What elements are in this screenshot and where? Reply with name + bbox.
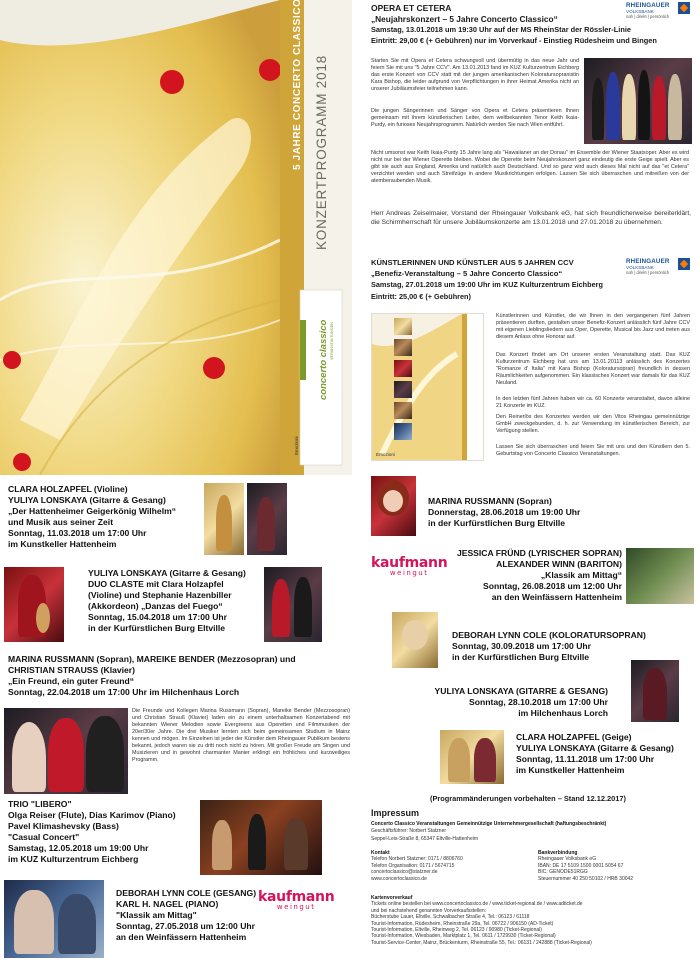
bank-line: IBAN: DE 17 5109 1500 0001 5054 67 — [538, 862, 624, 869]
event-line: "Klassik am Mittag" — [116, 910, 197, 920]
presale-line: Tourist-Service-Center, Mainz, Brückenturm, Rheinstraße 55, Tel.: 06131 / 242888 (Ticket-Regional) — [371, 939, 592, 946]
event-line: und Musik aus seiner Zeit — [8, 517, 114, 527]
event-left-2 — [88, 568, 278, 634]
event-line: Olga Reiser (Flute), Dias Karimov (Piano) — [8, 810, 176, 820]
bank-line: BIC: GENODE51RGG — [538, 869, 588, 876]
event-line: im KUZ Kulturzentrum Eichberg — [8, 854, 139, 864]
event-line: Sonntag, 27.05.2018 um 12:00 Uhr — [116, 921, 255, 931]
benefit-p2: Das Konzert findet am Ort unserer ersten Veranstaltung statt. Das KUZ Kulturzentrum Eichberg hat uns am 13.01.20113 anlässlich des Konzertes "Romanze d' Italia" mit Kara Bishop (Koloratursopran) freundlich in dessen Räumlichkeiten aufgenommen. Ein klassisches Konzert war damals für das KUZ Neuland. — [496, 352, 690, 386]
cover-program-vertical: KONZERTPROGRAMM 2018 — [314, 54, 329, 250]
presale-line: und bei nachstehend genannten Vorverkaufsstellen: — [371, 907, 487, 914]
event-right-2 — [440, 548, 622, 603]
cover-red-dot — [160, 70, 184, 94]
event-line: in der Kurfürstlichen Burg Eltville — [428, 518, 566, 528]
event-line: TRIO "LIBERO" — [8, 799, 72, 809]
event-line: YULIYA LONSKAYA (GITARRE & GESANG) — [434, 686, 608, 696]
event-line: JESSICA FRÜND (LYRISCHER SOPRAN) — [456, 548, 622, 558]
bank-block — [538, 850, 696, 882]
benefit-subtitle: „Benefiz-Veranstaltung – 5 Jahre Concerto Classico“ — [371, 269, 563, 278]
impressum-heading: Impressum — [371, 808, 420, 818]
contact-line: Telefon Organisation: 0171 / 5674715 — [371, 862, 455, 869]
opera-heading: OPERA ET CETERA — [371, 3, 452, 13]
presale-line: Tourist-Information, Wiesbaden, Marktplatz 1, Tel. 0611 / 1729930 (Ticket-Regional) — [371, 933, 556, 940]
opera-price: Eintritt: 29,00 € (+ Gebühren) nur im Vorverkauf - Einstieg Rüdesheim und Bingen — [371, 36, 657, 45]
bank-logo-2 — [626, 258, 690, 280]
opera-patron: Herr Andreas Zeiselmaier, Vorstand der Rheingauer Volksbank eG, hat sich freundlicherweise bereiterklärt, die Schirmherrschaft für unsere Jubiläumskonzerte am 13.01.2018 und 27.01.2018 zu übernehmen. — [371, 210, 691, 227]
event-left-5 — [116, 888, 276, 943]
event-line: MARINA RUSSMANN (Sopran) — [428, 496, 552, 506]
event-right-1 — [428, 496, 618, 529]
marina-russmann-photo — [371, 476, 416, 536]
event-line: in der Kurfürstlichen Burg Eltville — [88, 623, 226, 633]
cover-brand-sub: VERANSTALTUNGEN — [330, 321, 334, 360]
benefit-p3: In den letzten fünf Jahren haben wir ca. 60 Konzerte veranstaltet, davon alleine 21 Konzerte im KUZ. — [496, 396, 690, 409]
event-line: Sonntag, 30.09.2018 um 17:00 Uhr — [452, 641, 591, 651]
event-line: MARINA RUSSMANN (Sopran), MAREIKE BENDER (Mezzosopran) und — [8, 654, 296, 664]
bank-line: Steuernummer 40 250 50102 / HRB 30042 — [538, 875, 634, 882]
bank-logo-line1: RHEINGAUER — [626, 2, 670, 9]
event-line: CLARA HOLZAPFEL (Violine) — [8, 484, 128, 494]
bank-logo-line3: nah | direkt | persönlich — [626, 270, 670, 275]
bank-logo-line2: VOLKSBANK — [626, 9, 654, 14]
event-line: Sonntag, 28.10.2018 um 17:00 Uhr — [469, 697, 608, 707]
event-left-3-body: Die Freunde und Kollegen Marina Russmann (Sopran), Mareike Bender (Mezzosopran) und Christian Strauß (Klavier) laden ein zu einem unterhaltsamen Konzertabend mit bekannten Wiener Melodien sowie Evergreens aus Operetten und Filmmusiken der 20er/30er Jahre. Die drei Musiker lernten sich beim gemeinsamen Studium in Mainz kennen und mögen. Im Einzelnen ist jeder der Künstler dem Rheingauer Publikum bestens bekannt, jedoch waren sie zu dritt noch nicht zu hören. Mit großer Freude am Singen und Musizieren und in gewohnt charmanter Manier erklingt ein fröhliches und kurzweiliges Programm. — [132, 708, 350, 763]
yuliya-guitar-photo — [4, 567, 64, 642]
event-line: (Violine) und Stephanie Hazenbiller — [88, 590, 232, 600]
presale-block — [371, 895, 696, 946]
cover-red-dot — [3, 351, 21, 369]
cover-brand: concerto classico — [318, 319, 329, 400]
event-line: im Kunstkeller Hattenheim — [8, 539, 117, 549]
presale-line: Tickets online bestellen bei www.concertoclassico.de / www.ticket-regional.de / www.adticket.de — [371, 901, 583, 908]
weinfaesser-photo — [626, 548, 694, 604]
event-line: „Der Hattenheimer Geigerkönig Wilhelm“ — [8, 506, 177, 516]
presale-line: Tourist-Information, Eltville, Rheinweg 2, Tel. 06123 / 90980 (Ticket-Regional) — [371, 927, 542, 934]
duo-claste-photo — [264, 567, 322, 642]
event-line: Sonntag, 22.04.2018 um 17:00 Uhr im Hilchenhaus Lorch — [8, 687, 240, 697]
presale-heading: Kartenvorverkauf — [371, 895, 413, 901]
contact-website[interactable]: www.concertoclassico.de — [371, 875, 427, 882]
event-line: "Casual Concert" — [8, 832, 80, 842]
event-right-5 — [516, 732, 692, 776]
kaufmann-name: kaufmann — [371, 555, 448, 571]
benefit-flyer-image — [371, 313, 484, 461]
bank-logo-mark — [678, 258, 690, 270]
russmann-bender-strauss-photo — [4, 708, 128, 794]
benefit-date: Samstag, 27.01.2018 um 19:00 Uhr im KUZ Kulturzentrum Eichberg — [371, 280, 603, 289]
clara-holzapfel-photo — [204, 483, 244, 555]
cover-image — [0, 0, 352, 475]
flyer-portrait — [394, 402, 412, 419]
event-line: YULIYA LONSKAYA (Gitarre & Gesang) — [8, 495, 166, 505]
event-line: an den Weinfässern Hattenheim — [116, 932, 247, 942]
flyer-portrait — [394, 423, 412, 440]
event-left-4 — [8, 799, 208, 865]
event-line: im Kunstkeller Hattenheim — [516, 765, 625, 775]
event-line: (Akkordeon) „Danzas del Fuego“ — [88, 601, 223, 611]
opera-date: Samstag, 13.01.2018 um 19:30 Uhr auf der MS RheinStar der Rössler-Linie — [371, 25, 632, 34]
presale-line: Tourist-Information, Rüdesheim, Rheinstraße 29a, Tel. 06722 / 906150 (AD-Ticket) — [371, 920, 554, 927]
event-line: im Hilchenhaus Lorch — [518, 708, 608, 718]
event-line: ALEXANDER WINN (BARITON) — [496, 559, 622, 569]
bank-line: Rheingauer Volksbank eG — [538, 856, 597, 863]
event-line: Donnerstag, 28.06.2018 um 19:00 Uhr — [428, 507, 581, 517]
impressum-ceo: Geschäftsführer: Norbert Statzner — [371, 828, 447, 834]
benefit-flyer-art — [372, 314, 484, 461]
event-right-3 — [452, 630, 682, 663]
event-line: YULIYA LONSKAYA (Gitarre & Gesang) — [88, 568, 246, 578]
bank-logo — [626, 2, 690, 24]
opera-subtitle: „Neujahrskonzert – 5 Jahre Concerto Classico“ — [371, 14, 558, 24]
event-line: DEBORAH LYNN COLE (GESANG) — [116, 888, 257, 898]
event-left-3 — [8, 654, 353, 698]
event-line: an den Weinfässern Hattenheim — [491, 592, 622, 602]
benefit-p5: Lassen Sie sich überraschen und feiern Sie mit uns und den Künstlern den 5. Geburtstag von Concerto Classico Veranstaltungen. — [496, 444, 690, 457]
bank-logo-line2: VOLKSBANK — [626, 265, 654, 270]
contact-heading: Kontakt — [371, 850, 390, 856]
event-line: YULIYA LONSKAYA (Gitarre & Gesang) — [516, 743, 674, 753]
benefit-p4: Den Reinerlös des Konzertes werden wir den Vitos Rheingau gemeinnützige GmbH zweckgebunden, d. h. zur Verwendung im künstlerischen Bereich, zur Verfügung stellen. — [496, 414, 690, 434]
event-right-4 — [400, 686, 608, 719]
event-line: Sonntag, 15.04.2018 um 17:00 Uhr — [88, 612, 227, 622]
contact-email[interactable]: concertoclassico@statzner.de — [371, 869, 438, 876]
opera-body-3: Nicht umsonst war Keith Ikaia-Purdy 15 Jahre lang als "Hawaiianer an der Donau" im Ensemble der Wiener Staatsoper. Aber es wird nicht nur bei der Wiener Operette bleiben. Wobei die Operette beim Neujahrskonzert ganz eindeutig die erste Geige spielt. Aber es gibt sie auch aus England, Amerika und natürlich auch Deutschland. Und so ganz wird auch dieses Mal nicht auf das "et Cetera" verzichtet werden und auch Streifzüge in andere Musikrichtungen erfolgen. Lassen Sie sich überraschen und mitreißen von der atemberaubenden Musik. — [371, 150, 689, 184]
flyer-portrait — [394, 318, 412, 335]
yuliya-lonskaya-photo — [247, 483, 287, 555]
kaufmann-sub: weingut — [389, 569, 429, 577]
benefit-heading: KÜNSTLERINNEN UND KÜNSTLER AUS 5 JAHREN CCV — [371, 258, 574, 267]
presale-line: Bücherstube Lauer, Eltville, Schwalbacher Straße 4, Tel.: 06123 / 61118 — [371, 914, 530, 921]
flyer-portrait — [394, 360, 412, 377]
flyer-portrait — [394, 381, 412, 398]
cover-red-dot — [203, 357, 225, 379]
contact-line: Telefon Norbert Statzner: 0171 / 8806760 — [371, 856, 463, 863]
bank-logo-line3: nah | direkt | persönlich — [626, 14, 670, 19]
event-left-1 — [8, 484, 203, 550]
kaufmann-name: kaufmann — [258, 889, 335, 905]
event-line: CLARA HOLZAPFEL (Geige) — [516, 732, 632, 742]
kaufmann-logo-right — [371, 552, 447, 577]
bank-logo-mark — [678, 2, 690, 14]
impressum-org: Concerto Classico Veranstaltungen Gemeinnützige Unternehmergesellschaft (haftungsbeschränkt) — [371, 821, 607, 827]
event-line: Sonntag, 11.03.2018 um 17:00 Uhr — [8, 528, 147, 538]
flyer-portrait — [394, 339, 412, 356]
event-line: Pavel Klimashevsky (Bass) — [8, 821, 119, 831]
opera-body-2: Die jungen Sängerinnen und Sänger von Opera et Cetera präsentieren Ihnen gemeinsam mit ihrem künstlerischen Leiter, dem weltbekannten Tenor Keith Ikaia-Purdy, ein furioses Neujahrsprogramm. Natürlich werden Sie nach Wien entführt. — [371, 108, 579, 128]
clara-yuliya-photo — [440, 730, 504, 784]
event-line: KARL H. NAGEL (PIANO) — [116, 899, 219, 909]
event-line: „Ein Freund, ein guter Freund“ — [8, 676, 135, 686]
event-line: in der Kurfürstlichen Burg Eltville — [452, 652, 590, 662]
event-line: Sonntag, 26.08.2018 um 12:00 Uhr — [483, 581, 622, 591]
impressum-addr: Seppel-Leis-Straße 8, 65347 Eltville-Hattenheim — [371, 836, 478, 842]
event-line: Sonntag, 11.11.2018 um 17:00 Uhr — [516, 754, 655, 764]
program-note: (Programmänderungen vorbehalten – Stand 12.12.2017) — [430, 794, 626, 803]
kaufmann-sub: weingut — [276, 903, 316, 911]
trio-libero-photo — [200, 800, 322, 875]
opera-body-1: Starten Sie mit Opera et Cetera schwungvoll und übermütig in das neue Jahr und feiern Sie mit uns "5 Jahre CCV". Am 13.01.2013 fand im KUZ Kulturzentrum Eichberg das erste Konzert von CCV statt mit der jungen amerikanischen Koloratursopranistin Kara Bishop, die leider aufgrund von Verpflichtungen in ihrer Heimat Amerika nicht an unserer Jubiläumsfeier teilnehmen kann. — [371, 58, 579, 92]
bank-heading: Bankverbindung — [538, 850, 578, 856]
benefit-p1: Künstlerinnen und Künstler, die wir Ihnen in den vergangenen fünf Jahren präsentieren durften, gestalten unser Benefiz-Konzert anlässlich fünf Jahre CCV mit eigenen Lieblingsliedern aus Oper, Operette, Musical bis Jazz und treten aus diesem Anlass ohne Honorar auf. — [496, 313, 690, 340]
cover-emozioni: Emozioni — [294, 436, 299, 455]
event-line: „Klassik am Mittag“ — [540, 570, 622, 580]
yuliya-lonskaya-photo-2 — [631, 660, 679, 722]
benefit-flyer-emozioni: Emozioni — [376, 452, 395, 457]
event-line: DEBORAH LYNN COLE (KOLORATURSOPRAN) — [452, 630, 646, 640]
bank-logo-line1: RHEINGAUER — [626, 258, 670, 265]
deborah-lynn-cole-photo — [392, 612, 438, 668]
contact-block — [371, 850, 521, 882]
benefit-price: Eintritt: 25,00 € (+ Gebühren) — [371, 292, 471, 301]
event-line: Samstag, 12.05.2018 um 19:00 Uhr — [8, 843, 149, 853]
kaufmann-logo-left — [258, 886, 334, 911]
cover-red-dot — [13, 453, 31, 471]
opera-ensemble-photo — [584, 58, 692, 144]
event-line: DUO CLASTE mit Clara Holzapfel — [88, 579, 224, 589]
event-line: CHRISTIAN STRAUSS (Klavier) — [8, 665, 136, 675]
cover-red-dot — [259, 59, 281, 81]
deborah-karl-photo — [4, 880, 104, 958]
